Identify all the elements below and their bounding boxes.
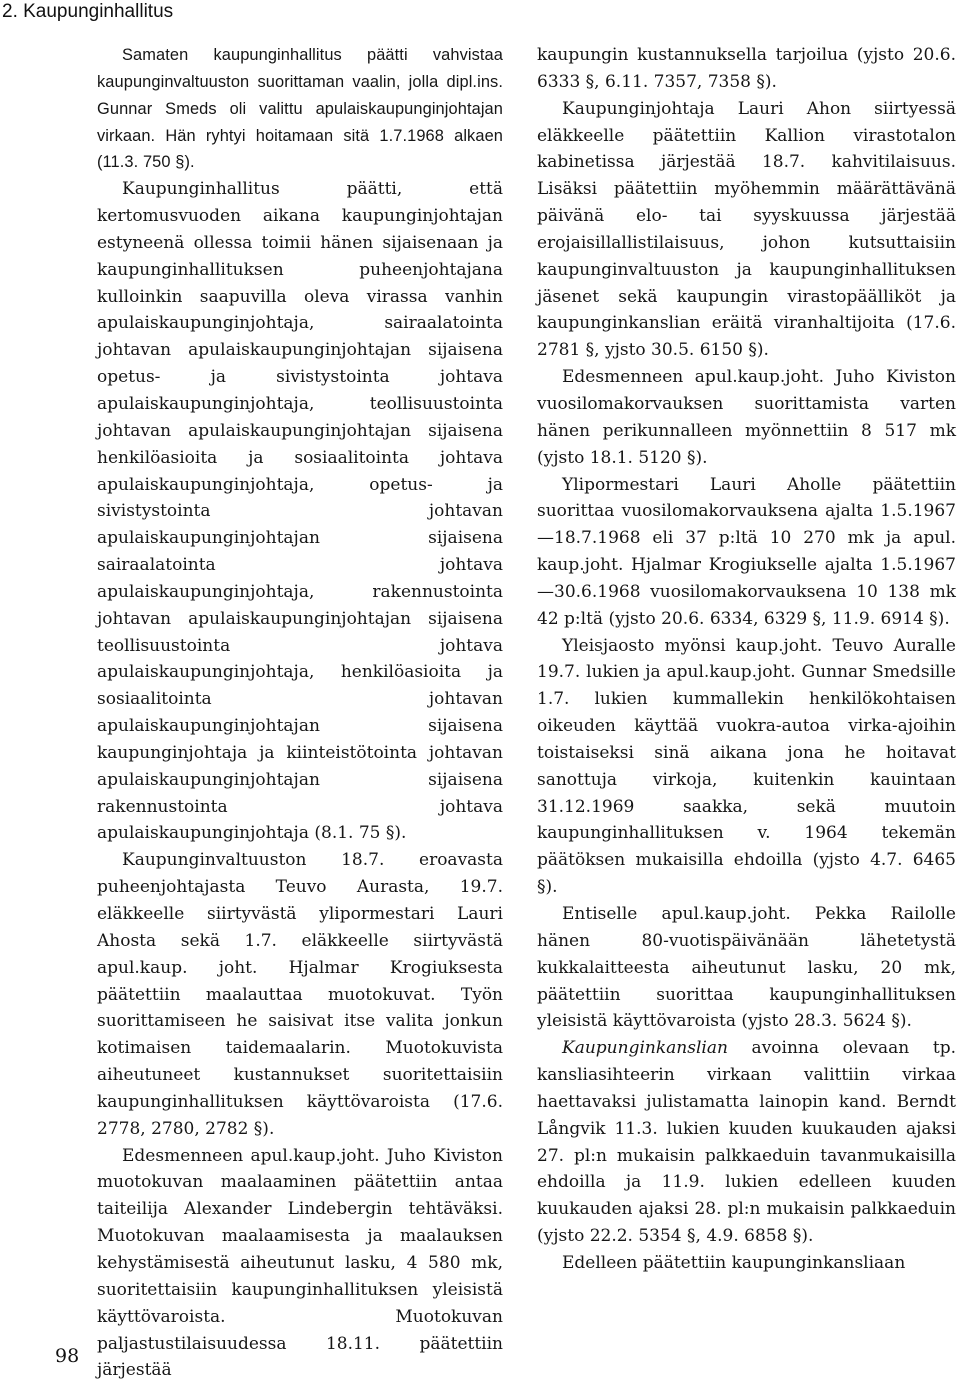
- paragraph-vacation-compensation: Ylipormestari Lauri Aholle päätettiin suorittaa vuosilomakorvauksena ajalta 1.5.1967 —18.7.1968 eli 37 p:ltä 10 270 mk ja apul. kaup.joht. Hjalmar Krogiukselle ajalta 1.5.1967—30.6.1968 vuosilomakorvauksena 10 138 mk 42 p:ltä (yjsto 20.6. 6334, 6329 §, 11.9. 6914 §).: [537, 474, 956, 629]
- paragraph-aho-retirement: Kaupunginjohtaja Lauri Ahon siirtyessä eläkkeelle päätettiin Kallion virastotalon kabinetissa järjestää 18.7. kahvitilaisuus. Lisäksi päätettiin myöhemmin määrättävänä päivänä elo- tai syyskuussa järjestää erojaisillallistilaisuus, johon kutsuttaisiin kaupunginvaltuuston ja kaupunginhallituksen jäsenet sekä kaupungin virastopäälliköt ja kaupunginkanslian eräitä viranhaltijoita (17.6. 2781 §, yjsto 30.5. 6150 §).: [537, 98, 956, 361]
- page-number: 98: [55, 1345, 80, 1367]
- left-column: [97, 42, 503, 1384]
- paragraph-text: avoinna olevaan tp. kansliasihteerin virkaan valittiin virkaa haettavaksi julistamatta lainopin kand. Berndt Långvik 11.3. lukien kuuden kuukauden ajaksi 27. pl:n mukaisin palkkaeduin tavanmukaisilla ehdoilla ja 11.9. lukien edelleen kuuden kuukauden ajaksi 28. pl:n mukaisin palkkaeduin (yjsto 22.2. 5354 §, 4.9. 6858 §).: [537, 1038, 956, 1247]
- right-column: [537, 42, 956, 1277]
- paragraph-deputy-arrangement: Kaupunginhallitus päätti, että kertomusvuoden aikana kaupunginjohtajan estyneenä ollessa toimii hänen sijaisenaan ja kaupunginhallituksen puheenjohtajana kulloinkin saapuvilla oleva virassa vanhin apulaiskaupunginjohtaja, sairaalatointa johtavan apulaiskaupunginjohtajan sijaisena opetus- ja sivistystointa johtava apulaiskaupunginjohtaja, teollisuustointa johtavan apulaiskaupunginjohtajan sijaisena henkilöasioita ja sosiaalitointa johtava apulaiskaupunginjohtaja, opetus- ja sivistystointa johtavan apulaiskaupunginjohtajan sijaisena sairaalatointa johtava apulaiskaupunginjohtaja, rakennustointa johtavan apulaiskaupunginjohtajan sijaisena teollisuustointa johtava apulaiskaupunginjohtaja, henkilöasioita ja sosiaalitointa johtavan apulaiskaupunginjohtajan sijaisena kaupunginjohtaja ja kiinteistötointa johtavan apulaiskaupunginjohtajan sijaisena rakennustointa johtava apulaiskaupunginjohtaja (8.1. 75 §).: [97, 179, 503, 844]
- paragraph-continuation: kaupungin kustannuksella tarjoilua (yjsto 20.6. 6333 §, 6.11. 7357, 7358 §).: [537, 45, 956, 92]
- paragraph-chancellery-secretary: [537, 1035, 956, 1250]
- paragraph-portraits: Kaupunginvaltuuston 18.7. eroavasta puheenjohtajasta Teuvo Aurasta, 19.7. eläkkeelle siirtyvästä ylipormestari Lauri Ahosta sekä 1.7. eläkkeelle siirtyvästä apul.kaup. joht. Hjalmar Krogiuksesta päätettiin maalauttaa muotokuvat. Työn suorittamiseen he saisivat itse valita jonkun kotimaisen taidemaalarin. Muotokuvista aiheutuneet kustannukset suoritettaisiin kaupunginhallituksen käyttövaroista (17.6. 2778, 2780, 2782 §).: [97, 850, 503, 1139]
- running-header: 2. Kaupunginhallitus: [2, 1, 174, 22]
- paragraph-railo-flowers: Entiselle apul.kaup.joht. Pekka Railolle hänen 80-vuotispäivänään lähetetystä kukkalaitteesta aiheutunut lasku, 20 mk, päätettiin suorittaa kaupunginhallituksen yleisistä käyttövaroista (yjsto 28.3. 5624 §).: [537, 904, 956, 1032]
- paragraph-rental-car: Yleisjaosto myönsi kaup.joht. Teuvo Auralle 19.7. lukien ja apul.kaup.joht. Gunnar Smedsille 1.7. lukien kummallekin henkilökohtaisen oikeuden käyttää vuokra-autoa virka-ajoihin toistaiseksi sinä aikana jona he hoitavat sanottuja virkoja, kuitenkin kauintaan 31.12.1969 saakka, sekä muutoin kaupunginhallituksen v. 1964 tekemän päätöksen mukaisilla ehdoilla (yjsto 4.7. 6465 §).: [537, 635, 956, 898]
- paragraph-kivisto-portrait: Edesmenneen apul.kaup.joht. Juho Kiviston muotokuvan maalaaminen päätettiin antaa taiteilija Alexander Lindebergin tehtäväksi. Muotokuvan maalaamisesta ja maalauksen kehystämisestä aiheutunut lasku, 4 580 mk, suoritettaisiin kaupunginhallituksen yleisistä käyttövaroista. Muotokuvan paljastustilaisuudessa 18.11. päätettiin järjestää: [97, 1145, 503, 1381]
- paragraph-kivisto-compensation: Edesmenneen apul.kaup.joht. Juho Kiviston vuosilomakorvauksen suorittamista varten hänen perikunnalleen myönnettiin 8 517 mk (yjsto 18.1. 5120 §).: [537, 367, 956, 468]
- paragraph-chancellery-further: Edelleen päätettiin kaupunginkansliaan: [562, 1252, 906, 1273]
- paragraph-smeds-election: Samaten kaupunginhallitus päätti vahvistaa kaupunginvaltuuston suorittaman vaalin, jolla dipl.ins. Gunnar Smeds oli valittu apulaiskaupunginjohtajan virkaan. Hän ryhtyi hoitamaan sitä 1.7.1968 alkaen (11.3. 750 §).: [97, 46, 503, 172]
- italic-term: Kaupunginkanslian: [562, 1038, 728, 1059]
